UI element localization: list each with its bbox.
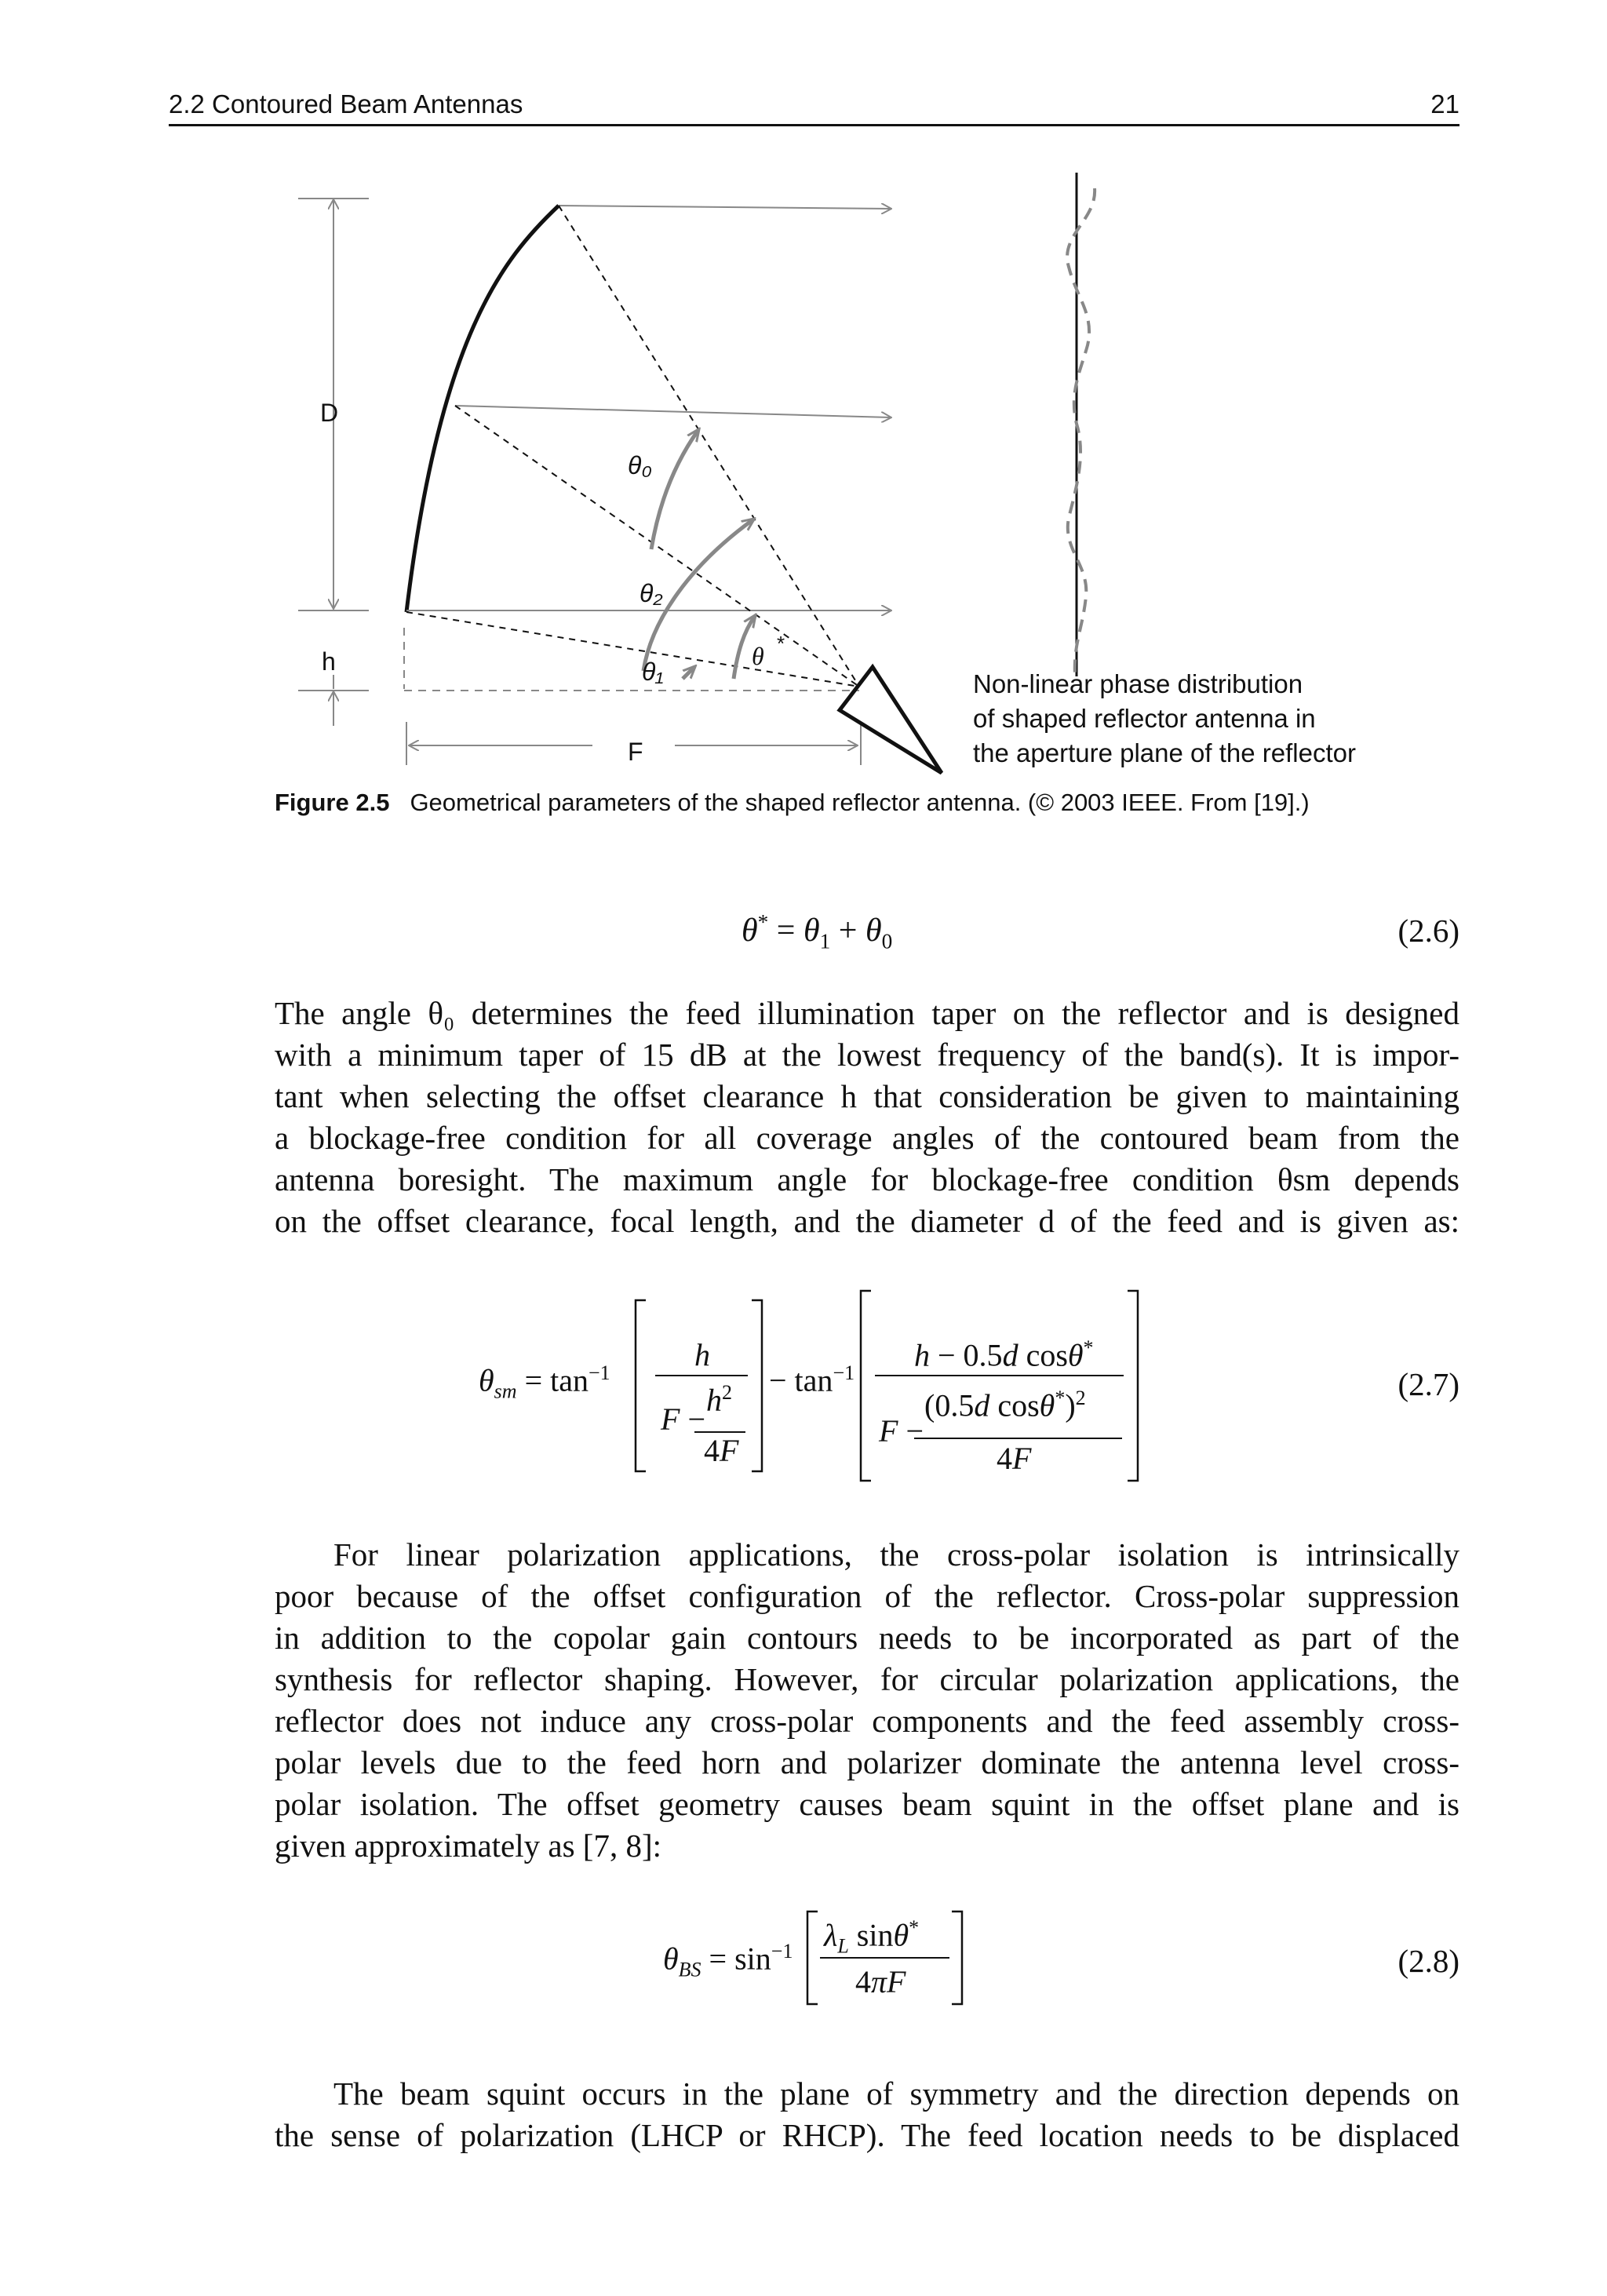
equation-2-8: $\theta_{BS} = \sin^{-1}$ $\lambda_L$ sinθ* 4πF [663,1907,977,2009]
annotation-line: Non-linear phase distribution [973,669,1303,698]
reflector-surface [406,206,559,612]
text-line: given approximately as [7, 8]: [275,1828,662,1864]
eq-number-2-7: (2.7) [1397,1366,1459,1402]
paragraph-2 [275,1534,1459,1867]
text-line: with a minimum taper of 15 dB at the lowest frequency of the band(s). It is impor- [275,1037,1459,1073]
text-line: the sense of polarization (LHCP or RHCP). The feed location needs to be displaced [275,2117,1459,2153]
text-line: polar levels due to the feed horn and polarizer dominate the antenna level cross- [275,1744,1459,1780]
section-title: 2.2 Contoured Beam Antennas [169,89,523,118]
paragraph-3 [275,2073,1459,2156]
text-line: polar isolation. The offset geometry causes beam squint in the offset plane and is [275,1786,1459,1822]
feed-line-bottom [406,612,859,687]
eq-number-2-6: (2.6) [1397,913,1459,949]
equation-2-7: $\theta_{sm} = \tan^{-1}$ h F − $h^2$ 4F − $\tan^{-1}$ h − 0.5d cosθ* F − (0.5d cosθ*)$^2$ 4F [479,1283,1169,1487]
reflector-geometry-diagram [0,0,1607,785]
label-h: h [322,647,336,676]
text-line: on the offset clearance, focal length, and the diameter d of the feed and is given as: [275,1203,1459,1239]
ray-top [559,206,891,209]
figure-2-5 [0,0,1607,785]
text-line: synthesis for reflector shaping. However, for circular polarization applications, the [275,1661,1459,1697]
paragraph-1 [275,993,1459,1242]
annotation-line: the aperture plane of the reflector [973,738,1356,767]
label-theta1: θ₁ [642,658,664,686]
text-line: The angle θ₀ determines the feed illumination taper on the reflector and is designed [275,995,1459,1031]
theta0-arc [651,430,698,549]
equation-2-6: $\theta^* = \theta_1 + \theta_0$ [742,910,893,953]
label-theta2: θ₂ [640,579,663,607]
text-line: tant when selecting the offset clearance h that consideration be given to maintaining [275,1078,1459,1114]
caption-text: Geometrical parameters of the shaped reflector antenna. (© 2003 IEEE. From [19].) [410,789,1310,816]
ray-middle [455,406,891,417]
figure-caption [275,789,1310,817]
caption-label: Figure 2.5 [275,789,390,816]
label-star: * [777,632,785,655]
phase-annotation [973,667,1356,771]
phase-distribution-curve [1067,188,1095,675]
text-line: reflector does not induce any cross-polar components and the feed assembly cross- [275,1703,1459,1739]
eq-number-2-8: (2.8) [1397,1943,1459,1979]
annotation-line: of shaped reflector antenna in [973,704,1316,733]
feed-line-top [559,206,859,687]
text-line: poor because of the offset configuration of the reflector. Cross-polar suppression [275,1578,1459,1614]
label-theta0: θ₀ [628,451,652,479]
text-line: The beam squint occurs in the plane of symmetry and the direction depends on [333,2076,1459,2112]
label-theta: θ [752,642,764,670]
text-line: antenna boresight. The maximum angle for blockage-free condition θsm depends [275,1161,1459,1197]
page-number: 21 [1430,89,1459,118]
text-line: in addition to the copolar gain contours needs to be incorporated as part of the [275,1620,1459,1656]
label-d: D [320,399,339,427]
text-line: For linear polarization applications, the cross-polar isolation is intrinsically [333,1536,1459,1573]
feed-line-middle [455,406,859,687]
label-f: F [628,738,643,766]
theta1-arrow [683,667,694,679]
text-line: a blockage-free condition for all coverage angles of the contoured beam from the [275,1120,1459,1156]
